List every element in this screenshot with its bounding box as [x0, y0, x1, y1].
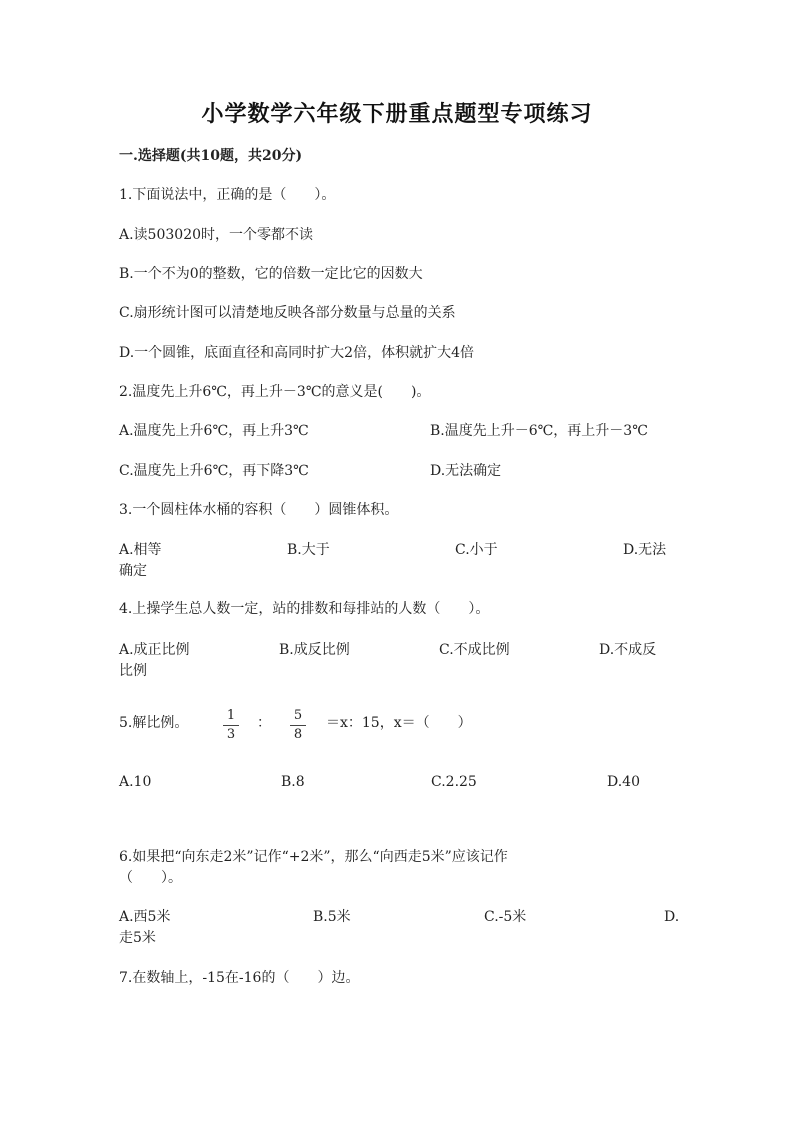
question-1-option-c: C.扇形统计图可以清楚地反映各部分数量与总量的关系 [119, 305, 456, 321]
question-6-stem-wrap: （ ）。 [119, 870, 182, 886]
question-5-option-a: A.10 [119, 774, 152, 790]
question-6-option-d: D. [664, 909, 680, 925]
fraction-bar [223, 725, 239, 726]
question-2-option-b: B.温度先上升－6℃，再上升－3℃ [430, 423, 648, 439]
question-3-option-b: B.大于 [287, 542, 330, 558]
fraction-2-numerator: 5 [293, 708, 303, 723]
question-7-stem: 7.在数轴上，-15在-16的（ ）边。 [119, 970, 360, 986]
question-5-option-d: D.40 [607, 774, 640, 790]
ratio-colon: ： [257, 715, 271, 731]
question-1-option-b: B.一个不为0的整数，它的倍数一定比它的因数大 [119, 266, 423, 282]
question-6-stem: 6.如果把“向东走2米”记作“+2米”，那么“向西走5米”应该记作 [119, 849, 508, 865]
section-heading: 一.选择题(共10题，共20分) [119, 148, 303, 164]
question-5-option-c: C.2.25 [431, 774, 477, 790]
question-2-option-a: A.温度先上升6℃，再上升3℃ [119, 423, 309, 439]
question-2-option-d: D.无法确定 [430, 463, 502, 479]
question-5-stem: 5.解比例。 [119, 715, 189, 731]
fraction-five-eighths [290, 708, 306, 743]
question-6-option-c: C.-5米 [484, 909, 527, 925]
question-5-equation: ＝x：15，x＝（ ） [326, 715, 472, 731]
question-6-option-a: A.西5米 [119, 909, 171, 925]
question-6-option-d-wrap: 走5米 [119, 930, 156, 946]
page-title: 小学数学六年级下册重点题型专项练习 [201, 101, 593, 127]
question-3-option-a: A.相等 [119, 542, 162, 558]
fraction-1-denominator: 3 [226, 727, 236, 742]
question-3-option-d: D.无法 [623, 542, 667, 558]
question-4-option-d: D.不成反 [599, 642, 657, 658]
question-1-option-d: D.一个圆锥，底面直径和高同时扩大2倍，体积就扩大4倍 [119, 345, 474, 361]
question-4-stem: 4.上操学生总人数一定，站的排数和每排站的人数（ ）。 [119, 601, 490, 617]
question-4-option-b: B.成反比例 [279, 642, 350, 658]
question-4-option-d-wrap: 比例 [119, 663, 147, 679]
fraction-2-denominator: 8 [293, 727, 303, 742]
question-3-option-d-wrap: 确定 [119, 563, 147, 579]
question-2-option-c: C.温度先上升6℃，再下降3℃ [119, 463, 309, 479]
question-1-stem: 1.下面说法中，正确的是（ ）。 [119, 187, 336, 203]
question-4-option-a: A.成正比例 [119, 642, 190, 658]
question-4-option-c: C.不成比例 [439, 642, 510, 658]
question-3-stem: 3.一个圆柱体水桶的容积（ ）圆锥体积。 [119, 502, 399, 518]
fraction-one-third [223, 708, 239, 743]
question-5-option-b: B.8 [281, 774, 305, 790]
question-6-option-b: B.5米 [313, 909, 351, 925]
question-3-option-c: C.小于 [455, 542, 498, 558]
question-2-stem: 2.温度先上升6℃，再上升－3℃的意义是( )。 [119, 384, 431, 400]
fraction-1-numerator: 1 [226, 708, 236, 723]
question-1-option-a: A.读503020时，一个零都不读 [119, 227, 314, 243]
fraction-bar [290, 725, 306, 726]
